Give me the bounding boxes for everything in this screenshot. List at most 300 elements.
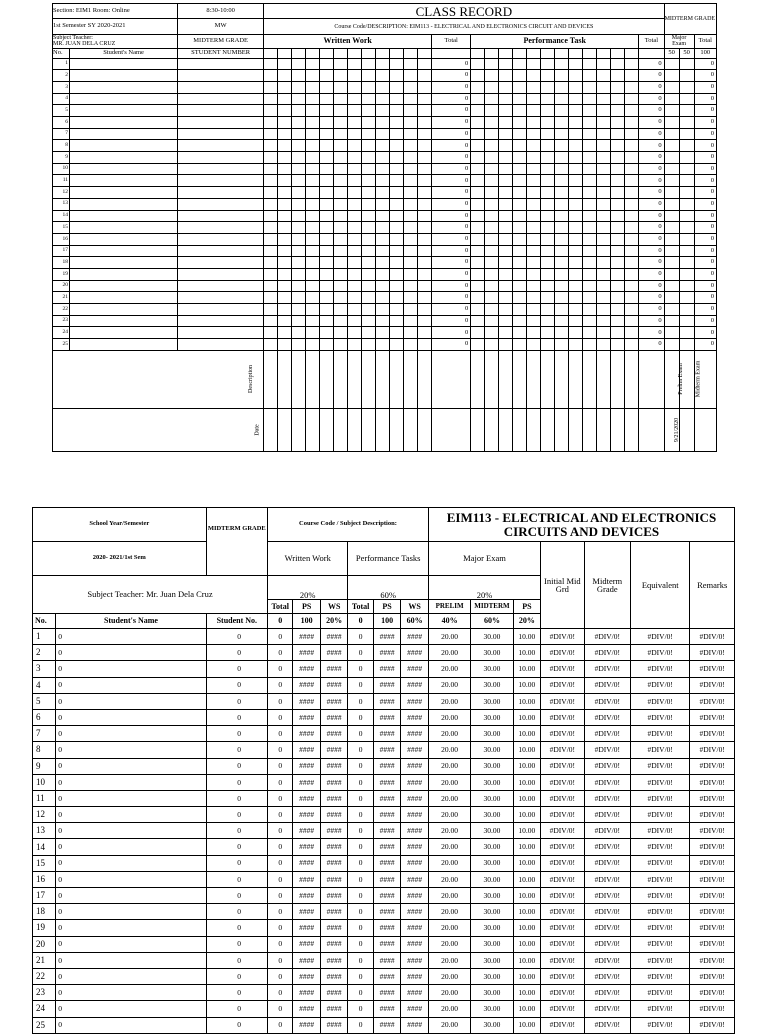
performance-score-cell[interactable] [569, 198, 583, 210]
student-number-cell[interactable] [178, 233, 264, 245]
written-score-cell[interactable] [376, 210, 390, 222]
written-score-cell[interactable] [264, 292, 278, 304]
student-name-cell[interactable] [70, 152, 178, 164]
student-number-cell[interactable] [178, 245, 264, 257]
written-score-cell[interactable] [390, 222, 404, 234]
performance-score-cell[interactable] [555, 280, 569, 292]
written-score-cell[interactable] [376, 292, 390, 304]
student-no-cell[interactable]: 0 [206, 952, 267, 968]
performance-score-cell[interactable] [569, 292, 583, 304]
student-number-cell[interactable] [178, 175, 264, 187]
written-score-cell[interactable] [390, 187, 404, 199]
midterm-score-cell[interactable] [679, 152, 694, 164]
written-score-cell[interactable] [390, 175, 404, 187]
written-score-cell[interactable] [362, 280, 376, 292]
written-score-cell[interactable] [292, 140, 306, 152]
written-score-cell[interactable] [320, 210, 334, 222]
written-score-cell[interactable] [306, 257, 320, 269]
performance-score-cell[interactable] [499, 140, 513, 152]
written-score-cell[interactable] [306, 140, 320, 152]
performance-score-cell[interactable] [513, 152, 527, 164]
performance-score-cell[interactable] [555, 257, 569, 269]
written-score-cell[interactable] [264, 222, 278, 234]
prelim-score-cell[interactable] [664, 152, 679, 164]
performance-score-cell[interactable] [611, 70, 625, 82]
student-no-cell[interactable]: 0 [206, 920, 267, 936]
written-score-cell[interactable] [292, 245, 306, 257]
written-score-cell[interactable] [306, 93, 320, 105]
performance-score-cell[interactable] [471, 233, 485, 245]
performance-score-cell[interactable] [541, 198, 555, 210]
performance-score-cell[interactable] [555, 304, 569, 316]
student-name-cell[interactable] [70, 268, 178, 280]
performance-score-cell[interactable] [541, 268, 555, 280]
performance-score-cell[interactable] [611, 245, 625, 257]
written-score-cell[interactable] [264, 175, 278, 187]
performance-score-cell[interactable] [513, 81, 527, 93]
written-score-cell[interactable] [264, 152, 278, 164]
performance-score-cell[interactable] [541, 140, 555, 152]
student-name-cell[interactable] [70, 339, 178, 351]
performance-score-cell[interactable] [569, 152, 583, 164]
performance-score-cell[interactable] [611, 58, 625, 70]
written-score-cell[interactable] [390, 292, 404, 304]
written-score-cell[interactable] [264, 257, 278, 269]
written-score-cell[interactable] [376, 175, 390, 187]
written-score-cell[interactable] [334, 327, 348, 339]
performance-score-cell[interactable] [513, 315, 527, 327]
performance-score-cell[interactable] [611, 140, 625, 152]
performance-score-cell[interactable] [499, 210, 513, 222]
performance-score-cell[interactable] [527, 233, 541, 245]
performance-score-cell[interactable] [583, 140, 597, 152]
midterm-score-cell[interactable] [679, 93, 694, 105]
written-score-cell[interactable] [404, 292, 418, 304]
performance-score-cell[interactable] [527, 93, 541, 105]
written-score-cell[interactable] [306, 128, 320, 140]
performance-score-cell[interactable] [555, 105, 569, 117]
written-score-cell[interactable] [306, 304, 320, 316]
performance-score-cell[interactable] [499, 105, 513, 117]
performance-score-cell[interactable] [611, 315, 625, 327]
written-score-cell[interactable] [404, 268, 418, 280]
midterm-score-cell[interactable] [679, 187, 694, 199]
performance-score-cell[interactable] [583, 280, 597, 292]
written-score-cell[interactable] [306, 163, 320, 175]
written-score-cell[interactable] [306, 339, 320, 351]
written-score-cell[interactable] [390, 105, 404, 117]
performance-score-cell[interactable] [513, 280, 527, 292]
written-score-cell[interactable] [320, 315, 334, 327]
performance-score-cell[interactable] [485, 58, 499, 70]
written-score-cell[interactable] [306, 233, 320, 245]
performance-score-cell[interactable] [597, 210, 611, 222]
written-score-cell[interactable] [418, 140, 432, 152]
midterm-score-cell[interactable] [679, 233, 694, 245]
prelim-score-cell[interactable] [664, 128, 679, 140]
performance-score-cell[interactable] [527, 339, 541, 351]
student-number-cell[interactable] [178, 152, 264, 164]
written-score-cell[interactable] [334, 292, 348, 304]
performance-score-cell[interactable] [541, 117, 555, 129]
performance-score-cell[interactable] [513, 210, 527, 222]
performance-score-cell[interactable] [471, 70, 485, 82]
performance-score-cell[interactable] [485, 93, 499, 105]
written-score-cell[interactable] [376, 257, 390, 269]
midterm-score-cell[interactable] [679, 280, 694, 292]
student-no-cell[interactable]: 0 [206, 758, 267, 774]
written-score-cell[interactable] [390, 198, 404, 210]
written-score-cell[interactable] [418, 257, 432, 269]
written-score-cell[interactable] [362, 93, 376, 105]
student-name-cell[interactable]: 0 [56, 1017, 206, 1033]
prelim-score-cell[interactable] [664, 163, 679, 175]
written-score-cell[interactable] [306, 268, 320, 280]
written-score-cell[interactable] [362, 187, 376, 199]
written-score-cell[interactable] [334, 198, 348, 210]
performance-score-cell[interactable] [555, 315, 569, 327]
performance-score-cell[interactable] [541, 304, 555, 316]
written-score-cell[interactable] [306, 58, 320, 70]
performance-score-cell[interactable] [471, 128, 485, 140]
performance-score-cell[interactable] [625, 163, 639, 175]
written-score-cell[interactable] [264, 128, 278, 140]
student-no-cell[interactable]: 0 [206, 629, 267, 645]
performance-score-cell[interactable] [597, 245, 611, 257]
performance-score-cell[interactable] [541, 222, 555, 234]
written-score-cell[interactable] [418, 163, 432, 175]
performance-score-cell[interactable] [583, 163, 597, 175]
written-score-cell[interactable] [320, 187, 334, 199]
student-number-cell[interactable] [178, 93, 264, 105]
performance-score-cell[interactable] [541, 339, 555, 351]
performance-score-cell[interactable] [569, 93, 583, 105]
written-score-cell[interactable] [390, 339, 404, 351]
performance-score-cell[interactable] [555, 152, 569, 164]
performance-score-cell[interactable] [597, 222, 611, 234]
written-score-cell[interactable] [334, 58, 348, 70]
written-score-cell[interactable] [278, 198, 292, 210]
performance-score-cell[interactable] [527, 187, 541, 199]
student-name-cell[interactable]: 0 [56, 758, 206, 774]
performance-score-cell[interactable] [527, 280, 541, 292]
performance-score-cell[interactable] [597, 292, 611, 304]
written-score-cell[interactable] [306, 187, 320, 199]
prelim-score-cell[interactable] [664, 117, 679, 129]
written-score-cell[interactable] [292, 163, 306, 175]
performance-score-cell[interactable] [513, 140, 527, 152]
performance-score-cell[interactable] [513, 187, 527, 199]
written-score-cell[interactable] [278, 315, 292, 327]
performance-score-cell[interactable] [597, 327, 611, 339]
performance-score-cell[interactable] [527, 257, 541, 269]
written-score-cell[interactable] [306, 70, 320, 82]
written-score-cell[interactable] [320, 105, 334, 117]
written-score-cell[interactable] [320, 268, 334, 280]
written-score-cell[interactable] [376, 198, 390, 210]
written-score-cell[interactable] [418, 304, 432, 316]
performance-score-cell[interactable] [541, 70, 555, 82]
student-name-cell[interactable] [70, 187, 178, 199]
performance-score-cell[interactable] [471, 93, 485, 105]
midterm-score-cell[interactable] [679, 128, 694, 140]
written-score-cell[interactable] [404, 187, 418, 199]
written-score-cell[interactable] [390, 327, 404, 339]
performance-score-cell[interactable] [499, 315, 513, 327]
student-number-cell[interactable] [178, 81, 264, 93]
written-score-cell[interactable] [292, 70, 306, 82]
student-name-cell[interactable] [70, 245, 178, 257]
written-score-cell[interactable] [376, 163, 390, 175]
performance-score-cell[interactable] [611, 292, 625, 304]
performance-score-cell[interactable] [583, 233, 597, 245]
written-score-cell[interactable] [362, 233, 376, 245]
written-score-cell[interactable] [320, 93, 334, 105]
written-score-cell[interactable] [278, 268, 292, 280]
written-score-cell[interactable] [376, 93, 390, 105]
written-score-cell[interactable] [348, 339, 362, 351]
written-score-cell[interactable] [418, 175, 432, 187]
prelim-score-cell[interactable] [664, 222, 679, 234]
written-score-cell[interactable] [264, 58, 278, 70]
written-score-cell[interactable] [292, 257, 306, 269]
performance-score-cell[interactable] [499, 128, 513, 140]
performance-score-cell[interactable] [597, 140, 611, 152]
prelim-score-cell[interactable] [664, 58, 679, 70]
midterm-score-cell[interactable] [679, 304, 694, 316]
prelim-score-cell[interactable] [664, 292, 679, 304]
written-score-cell[interactable] [264, 81, 278, 93]
performance-score-cell[interactable] [583, 327, 597, 339]
performance-score-cell[interactable] [583, 257, 597, 269]
written-score-cell[interactable] [334, 304, 348, 316]
student-no-cell[interactable]: 0 [206, 742, 267, 758]
performance-score-cell[interactable] [513, 292, 527, 304]
written-score-cell[interactable] [264, 245, 278, 257]
written-score-cell[interactable] [292, 280, 306, 292]
written-score-cell[interactable] [278, 292, 292, 304]
performance-score-cell[interactable] [611, 233, 625, 245]
performance-score-cell[interactable] [499, 163, 513, 175]
performance-score-cell[interactable] [513, 105, 527, 117]
performance-score-cell[interactable] [513, 117, 527, 129]
performance-score-cell[interactable] [485, 163, 499, 175]
performance-score-cell[interactable] [583, 58, 597, 70]
performance-score-cell[interactable] [597, 105, 611, 117]
performance-score-cell[interactable] [513, 339, 527, 351]
written-score-cell[interactable] [348, 245, 362, 257]
written-score-cell[interactable] [404, 257, 418, 269]
student-no-cell[interactable]: 0 [206, 1001, 267, 1017]
performance-score-cell[interactable] [471, 245, 485, 257]
written-score-cell[interactable] [334, 117, 348, 129]
performance-score-cell[interactable] [583, 222, 597, 234]
prelim-score-cell[interactable] [664, 257, 679, 269]
performance-score-cell[interactable] [625, 175, 639, 187]
written-score-cell[interactable] [292, 222, 306, 234]
performance-score-cell[interactable] [471, 222, 485, 234]
performance-score-cell[interactable] [541, 327, 555, 339]
performance-score-cell[interactable] [583, 198, 597, 210]
written-score-cell[interactable] [418, 222, 432, 234]
written-score-cell[interactable] [390, 152, 404, 164]
performance-score-cell[interactable] [569, 233, 583, 245]
written-score-cell[interactable] [334, 222, 348, 234]
performance-score-cell[interactable] [597, 175, 611, 187]
student-name-cell[interactable]: 0 [56, 774, 206, 790]
performance-score-cell[interactable] [611, 128, 625, 140]
performance-score-cell[interactable] [569, 315, 583, 327]
student-name-cell[interactable] [70, 128, 178, 140]
midterm-score-cell[interactable] [679, 210, 694, 222]
written-score-cell[interactable] [376, 304, 390, 316]
performance-score-cell[interactable] [583, 304, 597, 316]
midterm-score-cell[interactable] [679, 175, 694, 187]
performance-score-cell[interactable] [499, 81, 513, 93]
written-score-cell[interactable] [418, 210, 432, 222]
student-name-cell[interactable]: 0 [56, 693, 206, 709]
written-score-cell[interactable] [418, 152, 432, 164]
written-score-cell[interactable] [376, 268, 390, 280]
written-score-cell[interactable] [278, 175, 292, 187]
written-score-cell[interactable] [306, 315, 320, 327]
performance-score-cell[interactable] [527, 58, 541, 70]
performance-score-cell[interactable] [513, 128, 527, 140]
performance-score-cell[interactable] [625, 233, 639, 245]
written-score-cell[interactable] [334, 93, 348, 105]
student-no-cell[interactable]: 0 [206, 839, 267, 855]
performance-score-cell[interactable] [625, 198, 639, 210]
prelim-score-cell[interactable] [664, 70, 679, 82]
performance-score-cell[interactable] [541, 152, 555, 164]
written-score-cell[interactable] [334, 81, 348, 93]
midterm-score-cell[interactable] [679, 268, 694, 280]
written-score-cell[interactable] [320, 233, 334, 245]
performance-score-cell[interactable] [625, 140, 639, 152]
performance-score-cell[interactable] [597, 339, 611, 351]
midterm-score-cell[interactable] [679, 70, 694, 82]
student-name-cell[interactable]: 0 [56, 677, 206, 693]
written-score-cell[interactable] [362, 140, 376, 152]
written-score-cell[interactable] [348, 222, 362, 234]
performance-score-cell[interactable] [583, 175, 597, 187]
written-score-cell[interactable] [362, 222, 376, 234]
performance-score-cell[interactable] [625, 105, 639, 117]
performance-score-cell[interactable] [485, 233, 499, 245]
written-score-cell[interactable] [376, 117, 390, 129]
written-score-cell[interactable] [390, 93, 404, 105]
performance-score-cell[interactable] [527, 245, 541, 257]
performance-score-cell[interactable] [555, 198, 569, 210]
midterm-score-cell[interactable] [679, 327, 694, 339]
written-score-cell[interactable] [320, 198, 334, 210]
student-no-cell[interactable]: 0 [206, 968, 267, 984]
performance-score-cell[interactable] [527, 315, 541, 327]
written-score-cell[interactable] [362, 198, 376, 210]
written-score-cell[interactable] [418, 339, 432, 351]
performance-score-cell[interactable] [541, 128, 555, 140]
written-score-cell[interactable] [278, 105, 292, 117]
written-score-cell[interactable] [390, 233, 404, 245]
prelim-score-cell[interactable] [664, 175, 679, 187]
prelim-score-cell[interactable] [664, 327, 679, 339]
student-name-cell[interactable] [70, 233, 178, 245]
performance-score-cell[interactable] [499, 280, 513, 292]
performance-score-cell[interactable] [527, 152, 541, 164]
student-name-cell[interactable]: 0 [56, 952, 206, 968]
written-score-cell[interactable] [278, 81, 292, 93]
performance-score-cell[interactable] [583, 210, 597, 222]
written-score-cell[interactable] [306, 105, 320, 117]
student-no-cell[interactable]: 0 [206, 823, 267, 839]
performance-score-cell[interactable] [611, 175, 625, 187]
student-name-cell[interactable]: 0 [56, 661, 206, 677]
written-score-cell[interactable] [306, 152, 320, 164]
performance-score-cell[interactable] [471, 117, 485, 129]
written-score-cell[interactable] [404, 70, 418, 82]
written-score-cell[interactable] [376, 222, 390, 234]
performance-score-cell[interactable] [555, 187, 569, 199]
performance-score-cell[interactable] [499, 117, 513, 129]
written-score-cell[interactable] [334, 187, 348, 199]
written-score-cell[interactable] [334, 315, 348, 327]
performance-score-cell[interactable] [597, 152, 611, 164]
written-score-cell[interactable] [334, 280, 348, 292]
performance-score-cell[interactable] [625, 257, 639, 269]
performance-score-cell[interactable] [513, 175, 527, 187]
student-no-cell[interactable]: 0 [206, 709, 267, 725]
prelim-score-cell[interactable] [664, 245, 679, 257]
written-score-cell[interactable] [292, 315, 306, 327]
student-name-cell[interactable]: 0 [56, 888, 206, 904]
written-score-cell[interactable] [292, 105, 306, 117]
performance-score-cell[interactable] [485, 175, 499, 187]
written-score-cell[interactable] [404, 81, 418, 93]
student-name-cell[interactable]: 0 [56, 709, 206, 725]
written-score-cell[interactable] [376, 233, 390, 245]
student-number-cell[interactable] [178, 187, 264, 199]
prelim-score-cell[interactable] [664, 315, 679, 327]
written-score-cell[interactable] [348, 280, 362, 292]
written-score-cell[interactable] [334, 339, 348, 351]
prelim-score-cell[interactable] [664, 268, 679, 280]
performance-score-cell[interactable] [611, 280, 625, 292]
written-score-cell[interactable] [390, 58, 404, 70]
written-score-cell[interactable] [306, 175, 320, 187]
performance-score-cell[interactable] [485, 304, 499, 316]
written-score-cell[interactable] [362, 128, 376, 140]
performance-score-cell[interactable] [611, 152, 625, 164]
written-score-cell[interactable] [390, 268, 404, 280]
performance-score-cell[interactable] [485, 315, 499, 327]
written-score-cell[interactable] [320, 175, 334, 187]
student-name-cell[interactable]: 0 [56, 968, 206, 984]
written-score-cell[interactable] [404, 175, 418, 187]
written-score-cell[interactable] [390, 163, 404, 175]
performance-score-cell[interactable] [513, 268, 527, 280]
performance-score-cell[interactable] [555, 140, 569, 152]
performance-score-cell[interactable] [583, 187, 597, 199]
prelim-score-cell[interactable] [664, 105, 679, 117]
student-number-cell[interactable] [178, 105, 264, 117]
student-number-cell[interactable] [178, 315, 264, 327]
written-score-cell[interactable] [320, 58, 334, 70]
performance-score-cell[interactable] [471, 187, 485, 199]
written-score-cell[interactable] [278, 233, 292, 245]
performance-score-cell[interactable] [471, 198, 485, 210]
performance-score-cell[interactable] [625, 93, 639, 105]
performance-score-cell[interactable] [527, 268, 541, 280]
